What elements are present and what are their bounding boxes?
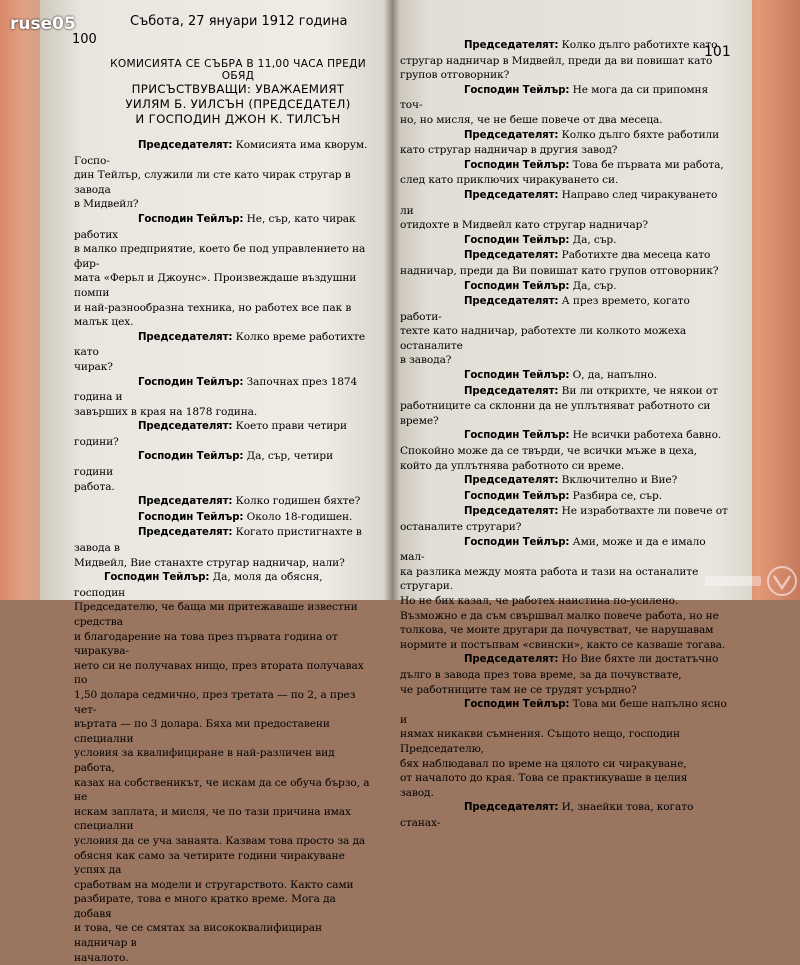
line-text: Не, сър, като чирак работих [74, 212, 356, 241]
text-line [400, 504, 728, 520]
line-text: от началото до края. Това се практикуваше в целия [400, 772, 688, 785]
running-head: Събота, 27 януари 1912 година [130, 14, 348, 29]
speaker-label: Председателят: [138, 527, 233, 539]
speaker-label: Председателят: [138, 496, 233, 508]
line-text: Разбира се, сър. [569, 489, 662, 502]
line-text: условия за квалифициране в най-различен вид работа, [74, 747, 335, 774]
line-text: Около 18-годишен. [243, 510, 353, 523]
right-page-body [400, 38, 728, 830]
text-line [74, 892, 370, 921]
text-line [400, 279, 728, 295]
section-heading: КОМИСИЯТА СЕ СЪБРА В 11,00 ЧАСА ПРЕДИ ОБЯД [110, 58, 366, 82]
text-line [400, 264, 728, 279]
line-text: въртата — по 3 долара. Бяха ми предоставени специални [74, 718, 330, 745]
line-text: като стругар надничар в другия завод? [400, 144, 618, 157]
text-line [74, 494, 370, 510]
line-text: началото. [74, 951, 129, 964]
speaker-label: Председателят: [138, 421, 233, 433]
text-line [400, 158, 728, 174]
text-line [74, 805, 370, 834]
text-line [400, 668, 728, 683]
text-line [74, 138, 370, 168]
text-line [400, 428, 728, 444]
text-line [400, 489, 728, 505]
line-text: И, знаейки това, когато станах- [400, 801, 694, 829]
text-line [400, 623, 728, 638]
line-text: Което прави четири години? [74, 420, 347, 448]
speaker-label: Господин Тейлър: [464, 84, 570, 96]
line-text: работниците са склонни да не уплътняват работното си [400, 400, 711, 413]
line-text: мата «Ферьл и Джоунс». Произвеждаше въздушни помпи [74, 272, 357, 299]
text-line [400, 444, 728, 459]
watermark-text: ruse05 [10, 14, 76, 34]
text-line [400, 535, 728, 565]
speaker-label: Председателят: [138, 331, 233, 343]
speaker-label: Господин Тейлър: [464, 699, 570, 711]
right-page-number: 101 [704, 44, 731, 60]
text-line [74, 271, 370, 300]
text-line [400, 113, 728, 128]
text-line [400, 727, 728, 756]
speaker-label: Господин Тейлър: [464, 234, 570, 246]
line-text: казах на собственикът, че искам да се обуча бързо, а не [74, 776, 370, 804]
line-text: чирак? [74, 360, 113, 373]
text-line [400, 473, 728, 489]
line-text: Направо след чиракуването ли [400, 188, 718, 217]
line-text: Но не бих казал, че работех наистина по-усилено. [400, 594, 679, 607]
line-text: дин Тейлър, служили ли сте като чирак стругар в завода [74, 169, 351, 196]
text-line [400, 771, 728, 786]
line-text: и благодарение на това през първата година от чиракува- [74, 630, 338, 658]
left-page-body [74, 138, 370, 965]
line-text: обясня как само за четирите години чиракуване успях да [74, 849, 345, 877]
speaker-label: Председателят: [464, 250, 559, 262]
text-line [74, 301, 370, 330]
text-line [400, 683, 728, 698]
line-text: дълго в завода през това време, за да почувствате, [400, 668, 682, 681]
line-text: искам заплата, и мисля, че по тази причина имах специални [74, 805, 351, 833]
text-line [74, 242, 370, 271]
line-text: А през времето, когато работи- [400, 295, 690, 323]
line-text: в Мидвейл? [74, 198, 139, 211]
line-text: завърших в края на 1878 година. [74, 405, 258, 418]
line-text: че работниците там не се трудят усърдно? [400, 683, 637, 696]
text-line [74, 525, 370, 555]
speaker-label: Господин Тейлър: [464, 536, 570, 548]
speaker-label: Господин Тейлър: [138, 213, 244, 225]
line-text: и най-разнообразна техника, но работех все пак в малък цех. [74, 301, 352, 329]
speaker-label: Председателят: [464, 802, 559, 814]
speaker-label: Председателят: [464, 475, 559, 487]
text-line [400, 459, 728, 474]
line-text: Председателю, че баща ми притежаваше известни средства [74, 601, 358, 628]
text-line [400, 565, 728, 594]
line-text: Възможно е да съм свършвал малко повече работа, но не [400, 609, 719, 622]
speaker-label: Господин Тейлър: [104, 572, 210, 584]
text-line [400, 609, 728, 624]
text-line [400, 54, 728, 69]
speaker-label: Господин Тейлър: [464, 490, 570, 502]
speaker-label: Господин Тейлър: [464, 430, 570, 442]
text-line [400, 638, 728, 653]
line-text: Да, сър. [569, 279, 617, 292]
speaker-label: Председателят: [464, 129, 559, 141]
line-text: надничар, преди да Ви повишат като групов отговорник? [400, 264, 719, 277]
text-line [400, 233, 728, 249]
text-line [74, 688, 370, 717]
text-line [74, 168, 370, 197]
text-line [74, 849, 370, 878]
text-line [400, 294, 728, 324]
text-line [74, 360, 370, 375]
text-line [74, 776, 370, 805]
attendees-line: ПРИСЪСТВУВАЩИ: УВАЖАЕМИЯТ [131, 82, 345, 96]
line-text: нямах никакви съмнения. Същото нещо, господин Председателю, [400, 728, 680, 755]
line-text: разбирате, това е много кратко време. Мога да добавя [74, 893, 336, 920]
attendees-line: И ГОСПОДИН ДЖОН К. ТИЛСЪН [135, 112, 341, 126]
text-line [74, 746, 370, 775]
line-text: 1,50 долара седмично, през третата — по 2, а през чет- [74, 688, 356, 716]
text-line [74, 921, 370, 950]
line-text: Включително и Вие? [558, 474, 678, 487]
book-gutter [384, 0, 400, 600]
line-text: Започнах през 1874 година и [74, 375, 358, 404]
line-text: в завода? [400, 354, 452, 367]
line-text: Колко време работихте като [74, 330, 366, 359]
line-text: стругар надничар в Мидвейл, преди да ви повишат като [400, 54, 713, 67]
left-page-number: 100 [72, 32, 97, 47]
speaker-label: Господин Тейлър: [138, 451, 244, 463]
text-line [74, 630, 370, 659]
text-line [400, 324, 728, 353]
text-line [74, 834, 370, 849]
speaker-label: Господин Тейлър: [464, 159, 570, 171]
text-line [400, 188, 728, 218]
line-text: бях наблюдавал по време на цялото си чиракуване, [400, 757, 687, 770]
text-line [74, 510, 370, 526]
text-line [400, 353, 728, 368]
line-text: отидохте в Мидвейл като стругар надничар? [400, 219, 648, 232]
text-line [74, 197, 370, 212]
text-line [400, 143, 728, 158]
text-line [400, 652, 728, 668]
line-text: и това, че се смятах за висококвалифициран надничар в [74, 922, 322, 950]
text-line [74, 717, 370, 746]
line-text: но, но мисля, че не беше повече от два месеца. [400, 113, 663, 126]
text-line [400, 68, 728, 83]
line-text: Ви ли открихте, че някои от [558, 384, 718, 397]
line-text: Не мога да си припомня точ- [400, 83, 709, 112]
line-text: Спокойно може да се твърди, че всички мъже в цеха, [400, 445, 697, 458]
text-line [74, 449, 370, 479]
text-line [74, 330, 370, 360]
line-text: Да, моля да обясня, господин [74, 571, 323, 599]
line-text: сработвам на модели и стругарството. Както сами [74, 878, 354, 891]
line-text: който да уплътнява работното си време. [400, 459, 625, 472]
text-line [400, 38, 728, 54]
text-line [74, 375, 370, 405]
text-line [74, 212, 370, 242]
speaker-label: Председателят: [464, 296, 559, 308]
line-text: групов отговорник? [400, 69, 510, 82]
line-text: Не всички работеха бавно. [569, 429, 722, 442]
line-text: след като приключих чиракуването си. [400, 174, 619, 187]
line-text: Ами, може и да е имало мал- [400, 535, 706, 564]
line-text: останалите стругари? [400, 521, 522, 533]
text-line [400, 83, 728, 113]
line-text: ка разлика между моята работа и тази на останалите стругари. [400, 565, 699, 593]
text-line [400, 757, 728, 772]
speaker-label: Председателят: [464, 385, 559, 397]
line-text: Това ми беше напълно ясно и [400, 698, 727, 726]
line-text: Работихте два месеца като [558, 249, 711, 262]
text-line [400, 414, 728, 429]
speaker-label: Господин Тейлър: [464, 280, 570, 292]
speaker-label: Господин Тейлър: [464, 370, 570, 382]
line-text: Да, сър. [569, 233, 617, 246]
text-line [74, 556, 370, 571]
line-text: техте като надничар, работехте ли колкото можеха останалите [400, 325, 687, 352]
line-text: Не изработвахте ли повече от [558, 505, 728, 518]
text-line [400, 368, 728, 384]
line-text: време? [400, 414, 439, 427]
text-line [400, 399, 728, 414]
line-text: работа. [74, 480, 115, 493]
line-text: толкова, че моите другари да почувстват, че нарушавам [400, 624, 714, 637]
line-text: завод. [400, 786, 434, 799]
line-text: Да, сър, четири години [74, 450, 334, 479]
text-line [74, 480, 370, 495]
attendees-block [98, 82, 378, 127]
text-line [400, 218, 728, 233]
text-line [400, 594, 728, 609]
text-line [74, 659, 370, 688]
text-line [400, 248, 728, 264]
speaker-label: Председателят: [464, 40, 559, 51]
line-text: Колко дълго бяхте работили [558, 128, 720, 141]
text-line [400, 173, 728, 188]
speaker-label: Председателят: [464, 506, 559, 518]
line-text: в малко предприятие, което бе под управлението на фир- [74, 243, 366, 270]
line-text: Когато пристигнахте в завода в [74, 526, 362, 555]
speaker-label: Господин Тейлър: [138, 511, 244, 523]
speaker-label: Господин Тейлър: [138, 376, 244, 388]
speaker-label: Председателят: [138, 140, 233, 151]
text-line [74, 600, 370, 629]
line-text: Това бе първата ми работа, [569, 158, 724, 171]
line-text: О, да, напълно. [569, 369, 657, 382]
attendees-line: УИЛЯМ Б. УИЛСЪН (ПРЕДСЕДАТЕЛ) [125, 97, 351, 111]
text-line [74, 951, 370, 965]
watermark-logo-icon [700, 562, 800, 600]
line-text: нето си не получавах нищо, през втората получавах по [74, 659, 364, 687]
text-line [74, 405, 370, 420]
line-text: Комисията има кворум. Госпо- [74, 139, 368, 167]
text-line [74, 419, 370, 449]
speaker-label: Председателят: [464, 189, 559, 201]
text-line [400, 800, 728, 830]
line-text: Колко годишен бяхте? [232, 495, 361, 508]
line-text: условия да се уча занаята. Казвам това просто за да [74, 834, 366, 847]
text-line [400, 697, 728, 727]
line-text: Мидвейл, Вие станахте стругар надничар, нали? [74, 556, 345, 569]
speaker-label: Председателят: [464, 654, 559, 666]
text-line [400, 384, 728, 400]
line-text: Но Вие бяхте ли достатъчно [558, 653, 719, 666]
text-line [400, 128, 728, 144]
text-line [400, 786, 728, 801]
line-text: Колко дълго работихте като [558, 39, 718, 51]
text-line [400, 520, 728, 535]
line-text: нормите и постъпвам «свински», както се казваше тогава. [400, 638, 726, 651]
text-line [74, 878, 370, 893]
text-line [74, 570, 370, 600]
